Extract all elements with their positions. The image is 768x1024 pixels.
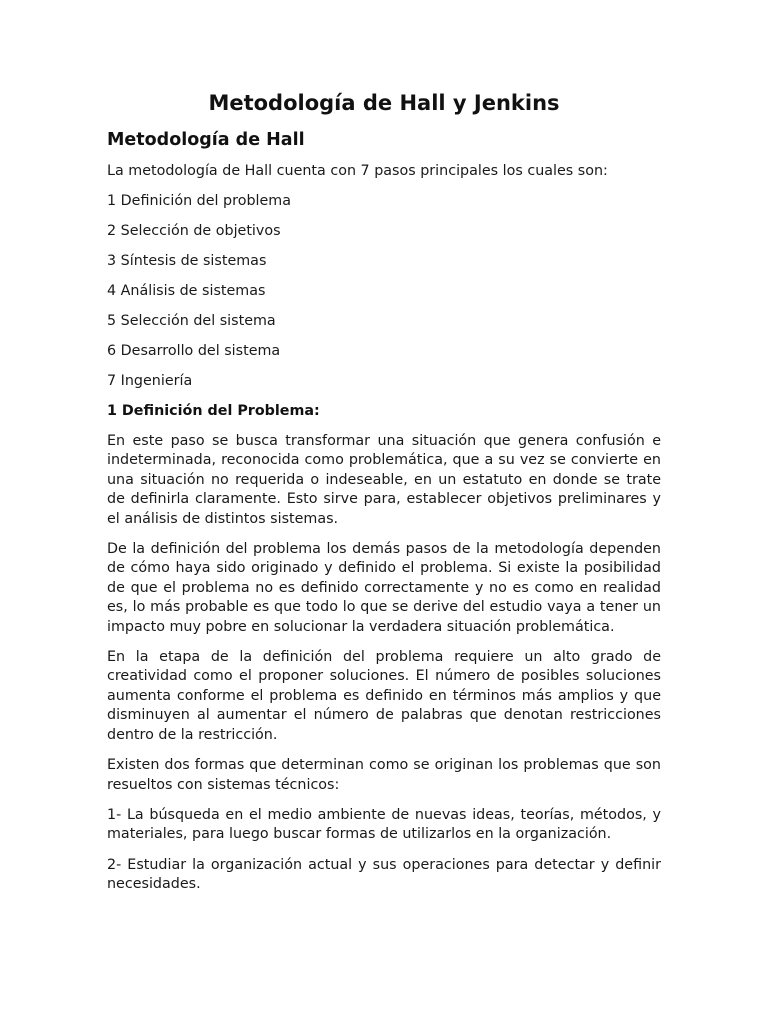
step-item: 4 Análisis de sistemas	[107, 283, 266, 299]
body-paragraph: Existen dos formas que determinan como se originan los problemas que son resueltos con sistemas técnicos:	[107, 757, 661, 793]
body-paragraph: En la etapa de la definición del problema requiere un alto grado de creatividad como el proponer soluciones. El número de posibles soluciones aumenta conforme el problema es definido en términos más amplios y que disminuyen al aumentar el número de palabras que denotan restricciones dentro de la restricción.	[107, 649, 661, 743]
steps-list	[107, 192, 661, 391]
section-title: Metodología de Hall	[107, 130, 305, 150]
step-item: 2 Selección de objetivos	[107, 223, 281, 239]
body-paragraph: En este paso se busca transformar una situación que genera confusión e indeterminada, reconocida como problemática, que a su vez se convierte en una situación no requerida o indeseable, en un estatuto en donde se trate de definirla claramente. Esto sirve para, establecer objetivos preliminares y el análisis de distintos sistemas.	[107, 433, 661, 527]
step-item: 1 Definición del problema	[107, 193, 291, 209]
step-item: 7 Ingeniería	[107, 373, 193, 389]
document-title: Metodología de Hall y Jenkins	[208, 91, 560, 115]
intro-paragraph: La metodología de Hall cuenta con 7 pasos principales los cuales son:	[107, 163, 608, 179]
step-item: 6 Desarrollo del sistema	[107, 343, 281, 359]
step-item: 3 Síntesis de sistemas	[107, 253, 267, 269]
body-paragraph: 2- Estudiar la organización actual y sus operaciones para detectar y definir necesidades.	[107, 856, 661, 893]
subsection-heading: 1 Definición del Problema:	[107, 403, 320, 419]
body-paragraph: De la definición del problema los demás pasos de la metodología dependen de cómo haya sido originado y definido el problema. Si existe la posibilidad de que el problema no es definido correctamente y no es como en realidad es, lo más probable es que todo lo que se derive del estudio vaya a tener un impacto muy pobre en solucionar la verdadera situación problemática.	[107, 541, 661, 635]
body-paragraph: 1- La búsqueda en el medio ambiente de nuevas ideas, teorías, métodos, y materiales, para luego buscar formas de utilizarlos en la organización.	[107, 806, 661, 843]
step-item: 5 Selección del sistema	[107, 313, 276, 329]
